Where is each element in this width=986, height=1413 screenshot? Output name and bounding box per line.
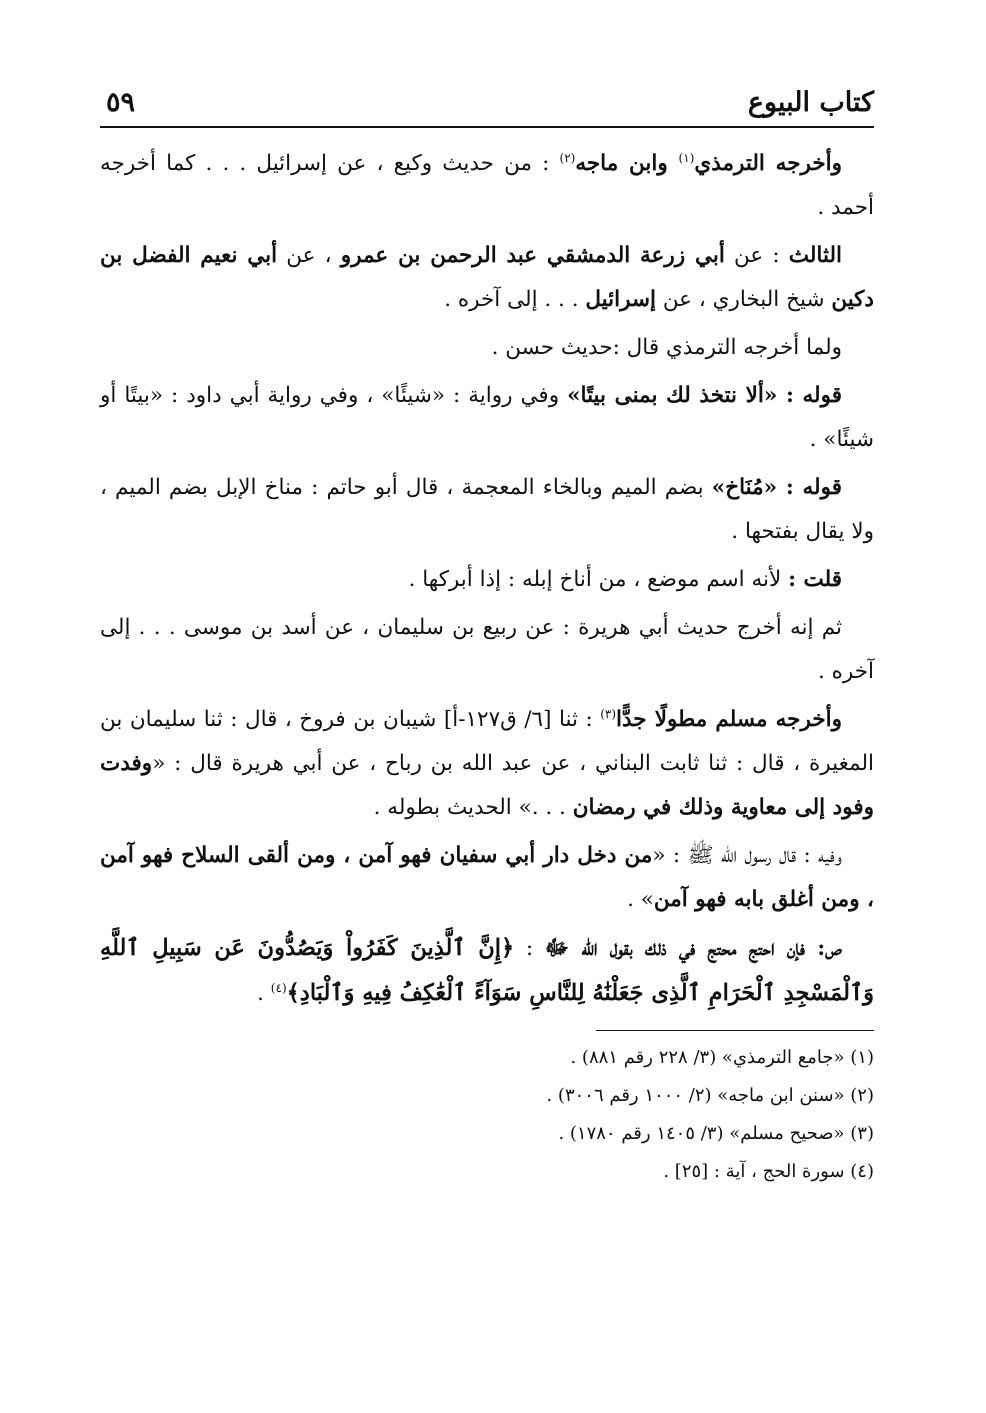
p8-text-2: . . .» الحديث بطوله .: [373, 795, 573, 820]
p2-text-2: ، عن: [277, 243, 341, 268]
p4-bold-1: قوله : «ألا نتخذ لك بمنى بيتًا»: [567, 383, 842, 408]
p8-text-1: : ثنا [٦/ ق١٢٧-أ] شيبان بن فروخ ، قال : ثنا سليمان بن المغيرة ، قال : ثنا ثابت البناني ، عن عبد الله بن رباح ، عن أبي هريرة قال : «: [100, 707, 874, 776]
p2-bold-4: إسرائيل: [585, 287, 656, 312]
p10-text-1: :: [514, 936, 545, 961]
p9-text-1: وفيه : قال رسول الله ﷺ : «: [652, 843, 842, 868]
paragraph-1: [100, 142, 874, 230]
p3-text: ولما أخرجه الترمذي قال :حديث حسن .: [491, 335, 842, 360]
book-title: كتاب البيوع: [747, 87, 874, 118]
footnote-ref-1: (١): [678, 150, 695, 165]
paragraph-4: [100, 374, 874, 462]
p1-text: : من حديث وكيع ، عن إسرائيل . . . كما أخرجه أحمد .: [100, 151, 874, 220]
footnotes: [100, 1039, 874, 1191]
footnote-ref-4: (٤): [270, 980, 287, 995]
p2-text-3: شيخ البخاري ، عن: [655, 287, 832, 312]
p6-text: لأنه اسم موضع ، من أناخ إبله : إذا أبركها .: [408, 567, 789, 592]
p8-bold-1: وأخرجه مسلم مطولًا جدًّا: [616, 707, 842, 732]
p7-text: ثم إنه أخرج حديث أبي هريرة : عن ربيع بن سليمان ، عن أسد بن موسى . . . إلى آخره .: [100, 615, 874, 684]
footnote-3: (٣) «صحيح مسلم» (٣/ ١٤٠٥ رقم ١٧٨٠) .: [558, 1123, 874, 1144]
p10-bold-1: ص: فإن احتج محتج في ذلك بقول الله ﷻ: [544, 936, 842, 961]
p8-bold-2: وفدت وفود إلى معاوية وذلك في رمضان: [100, 751, 874, 820]
footnote-ref-3: (٣): [600, 706, 617, 721]
paragraph-6: [100, 558, 874, 602]
paragraph-10: [100, 926, 874, 1016]
p5-text: بضم الميم وبالخاء المعجمة ، قال أبو حاتم : مناخ الإبل بضم الميم ، ولا يقال بفتحها .: [100, 475, 874, 544]
footnote-2: (٢) «سنن ابن ماجه» (٢/ ١٠٠٠ رقم ٣٠٠٦) .: [546, 1085, 874, 1106]
p2-text-4: . . . إلى آخره .: [444, 287, 586, 312]
p9-text-2: » .: [627, 887, 654, 912]
paragraph-3: [100, 326, 874, 370]
paragraph-8: [100, 698, 874, 830]
p1-bold-2: وابن ماجه: [575, 151, 679, 176]
p2-bold-1: الثالث: [788, 243, 842, 268]
p4-text: وفي رواية : «شيئًا» ، وفي رواية أبي داود : «بيتًا أو شيئًا» .: [100, 383, 874, 452]
p2-bold-2: أبي زرعة الدمشقي عبد الرحمن بن عمرو: [340, 243, 725, 268]
footnote-4: (٤) سورة الحج ، آية : [٢٥] .: [663, 1161, 874, 1182]
p1-bold-1: وأخرجه الترمذي: [694, 151, 843, 176]
running-header: [100, 78, 874, 130]
paragraph-7: [100, 606, 874, 694]
paragraph-9: [100, 834, 874, 922]
header-rule: [100, 126, 874, 128]
footnote-separator: [596, 1030, 874, 1031]
p5-bold-1: قوله : «مُنَاخ»: [711, 475, 842, 500]
book-page: [100, 78, 874, 1191]
paragraph-2: [100, 234, 874, 322]
page-number: ٥٩: [106, 87, 136, 118]
quran-verse: ﴿إِنَّ ٱلَّذِينَ كَفَرُواْ وَيَصُدُّونَ عَن سَبِيلِ ٱللَّهِ وَٱلْمَسْجِدِ ٱلْحَرَامِ ٱلَّذِى جَعَلْنَٰهُ لِلنَّاسِ سَوَآءً ٱلْعَٰكِفُ فِيهِ وَٱلْبَادِ﴾: [100, 935, 874, 1006]
footnote-ref-2: (٢): [559, 150, 576, 165]
p6-bold-1: قلت :: [788, 567, 842, 592]
p2-bold-3: أبي نعيم الفضل بن دكين: [100, 243, 874, 312]
p2-text-1: : عن: [724, 243, 789, 268]
p9-bold-1: من دخل دار أبي سفيان فهو آمن ، ومن ألقى السلاح فهو آمن ، ومن أغلق بابه فهو آمن: [100, 843, 874, 912]
body-text: [100, 142, 874, 1016]
paragraph-5: [100, 466, 874, 554]
p10-text-2: .: [257, 981, 271, 1006]
footnote-1: (١) «جامع الترمذي» (٣/ ٢٢٨ رقم ٨٨١) .: [570, 1047, 874, 1068]
